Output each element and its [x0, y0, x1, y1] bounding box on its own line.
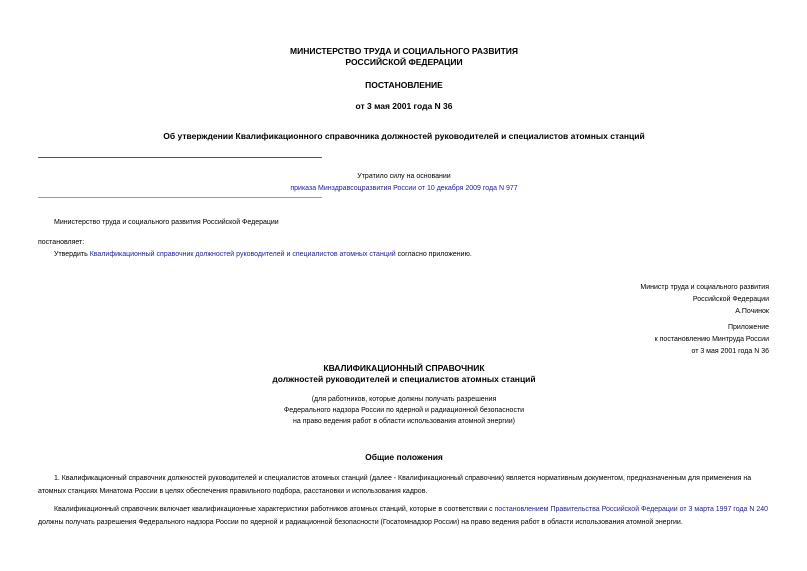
- general-heading: Общие положения: [365, 452, 443, 462]
- ministry-line-2: РОССИЙСКОЙ ФЕДЕРАЦИИ: [345, 57, 463, 67]
- divider-bottom: [38, 197, 322, 198]
- reference-note: [38, 394, 770, 427]
- ministry-line-1: МИНИСТЕРСТВО ТРУДА И СОЦИАЛЬНОГО РАЗВИТИЯ: [290, 46, 518, 56]
- status-link[interactable]: приказа Минздравсоцразвития России от 10 декабря 2009 года N 977: [290, 185, 518, 192]
- divider-top: [38, 157, 322, 158]
- appendix-block: [655, 322, 769, 358]
- general-paragraph-1: 1. Квалификационный справочник должностей руководителей и специалистов атомных станций (далее - Квалификационный справочник) является нормативным документом, предназначенным для применения на атомных станциях Минатома России в целях обеспечения правильного подбора, расстановки и использования кадров.: [38, 475, 752, 495]
- appendix-line-3: от 3 мая 2001 года N 36: [691, 348, 769, 355]
- reference-title-block: [38, 363, 770, 385]
- appendix-line-1: Приложение: [727, 324, 769, 331]
- issuer-text: Министерство труда и социального развития Российской Федерации: [54, 219, 279, 226]
- reference-note-3: на право ведения работ в области использования атомной энергии): [293, 418, 515, 425]
- reference-link[interactable]: Квалификационный справочник должностей руководителей и специалистов атомных станций: [89, 251, 396, 258]
- signature-line-3: А.Починок: [735, 308, 769, 315]
- signature-block: [640, 282, 769, 318]
- approve-paragraph: [54, 251, 472, 258]
- status-line: Утратило силу на основании: [357, 173, 451, 180]
- reference-title: КВАЛИФИКАЦИОННЫЙ СПРАВОЧНИК: [323, 363, 485, 373]
- p2-suffix: должны получать разрешения Федерального надзора России по ядерной и радиационной безопасности (Госатомнадзор России) на право ведения работ в области использования атомной энергии.: [38, 518, 683, 526]
- ministry-heading: [38, 46, 770, 68]
- approve-prefix: Утвердить: [54, 251, 90, 258]
- approve-suffix: согласно приложению.: [395, 251, 472, 258]
- signature-line-2: Российской Федерации: [692, 296, 769, 303]
- doc-date: от 3 мая 2001 года N 36: [355, 101, 453, 111]
- status-note: [38, 171, 770, 195]
- reference-note-1: (для работников, которые должны получать разрешения: [311, 396, 497, 403]
- doc-title: Об утверждении Квалификационного справочника должностей руководителей и специалистов атомных станций: [163, 131, 645, 141]
- resolves-text: постановляет:: [38, 239, 85, 246]
- p2-prefix: Квалификационный справочник включает квалификационные характеристики работников атомных станций, которые в соответствии с: [54, 506, 495, 513]
- general-paragraph-2: [38, 504, 770, 529]
- reference-subtitle: должностей руководителей и специалистов атомных станций: [272, 374, 536, 384]
- doc-type: ПОСТАНОВЛЕНИЕ: [365, 80, 443, 90]
- appendix-line-2: к постановлению Минтруда России: [654, 336, 769, 343]
- reference-note-2: Федерального надзора России по ядерной и радиационной безопасности: [283, 407, 525, 414]
- signature-line-1: Министр труда и социального развития: [640, 284, 769, 291]
- government-decree-link[interactable]: постановлением Правительства Российской Федерации от 3 марта 1997 года N 240: [494, 506, 769, 513]
